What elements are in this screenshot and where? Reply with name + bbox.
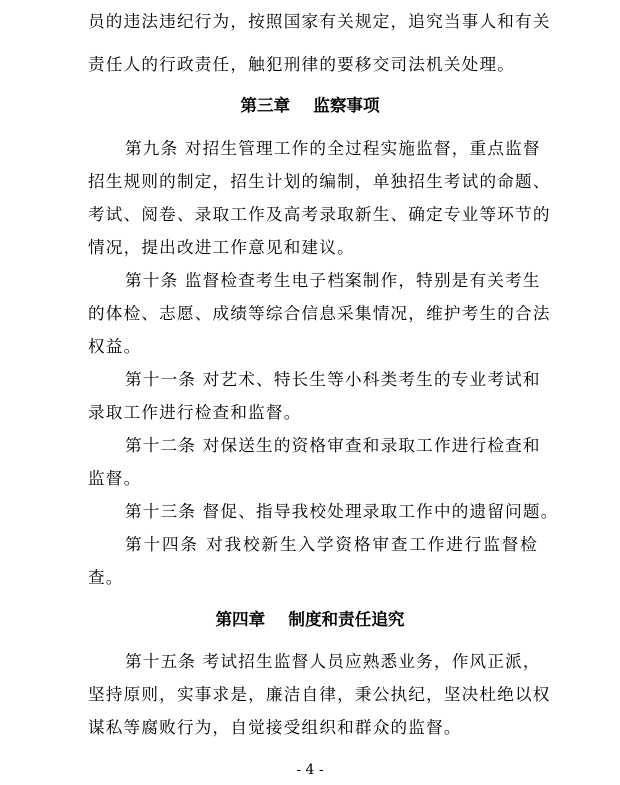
chapter-heading: 第三章 监察事项	[240, 96, 380, 115]
article-first-line: 第九条 对招生管理工作的全过程实施监督，重点监督	[125, 139, 541, 158]
body-text-line: 录取工作进行检查和监督。	[88, 403, 302, 422]
body-text-line: 责任人的行政责任，触犯刑律的要移交司法机关处理。	[88, 55, 516, 74]
body-text-line: 招生规则的制定，招生计划的编制，单独招生考试的命题、	[88, 172, 551, 191]
article-first-line: 第十五条 考试招生监督人员应熟悉业务，作风正派，	[125, 652, 541, 671]
article-first-line: 第十一条 对艺术、特长生等小科类考生的专业考试和	[125, 370, 541, 389]
body-text-line: 监督。	[88, 469, 142, 488]
article-first-line: 第十四条 对我校新生入学资格审查工作进行监督检	[125, 535, 538, 554]
body-text-line: 的体检、志愿、成绩等综合信息采集情况，维护考生的合法	[88, 304, 551, 323]
body-text-line: 情况，提出改进工作意见和建议。	[88, 238, 355, 257]
article-first-line: 第十条 监督检查考生电子档案制作，特别是有关考生	[125, 271, 541, 290]
body-text-line: 谋私等腐败行为，自觉接受组织和群众的监督。	[88, 718, 462, 737]
body-text-line: 权益。	[88, 337, 142, 356]
body-text-line: 员的违法违纪行为，按照国家有关规定，追究当事人和有关	[88, 12, 551, 31]
body-text-line: 坚持原则，实事求是，廉洁自律，秉公执纪，坚决杜绝以权	[88, 685, 551, 704]
body-text-line: 查。	[88, 568, 124, 587]
body-text-line: 考试、阅卷、录取工作及高考录取新生、确定专业等环节的	[88, 205, 551, 224]
chapter-heading: 第四章 制度和责任追究	[215, 610, 405, 629]
page-number: - 4 -	[296, 762, 324, 778]
article-first-line: 第十三条 督促、指导我校处理录取工作中的遗留问题。	[125, 502, 559, 521]
article-first-line: 第十二条 对保送生的资格审查和录取工作进行检查和	[125, 436, 541, 455]
